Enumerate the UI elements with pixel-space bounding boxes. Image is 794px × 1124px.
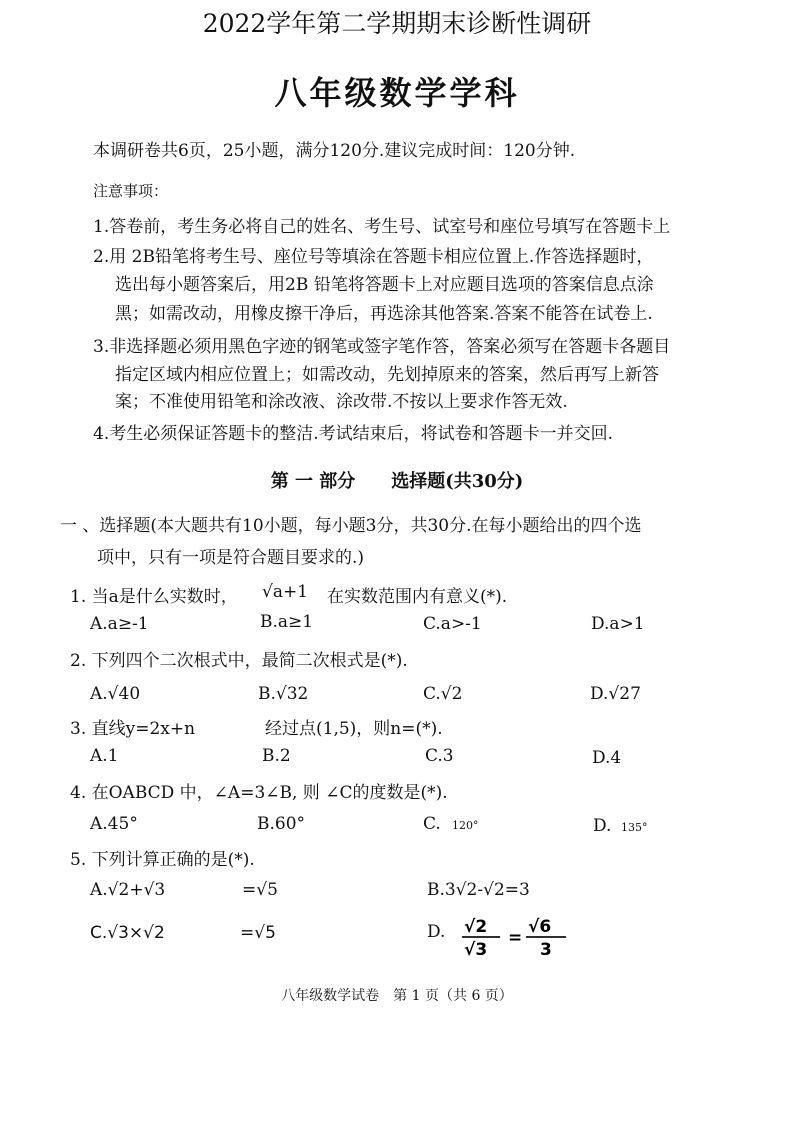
option-c: C.√2 (423, 684, 463, 704)
note-line: 4.考生必须保证答题卡的整洁.考试结束后，将试卷和答题卡一并交回. (93, 424, 614, 444)
option-a: A.45° (90, 814, 138, 834)
option-b: B.3√2-√2=3 (427, 880, 530, 900)
question-radical: √a+1 (262, 582, 309, 602)
question-stem: 经过点(1,5)，则n=(*). (265, 719, 443, 739)
fraction-denominator: √3 (464, 940, 488, 958)
option-d: D.√27 (590, 684, 641, 704)
option-c-value: 120° (452, 819, 479, 832)
option-c: C.√3×√2 (90, 923, 165, 943)
section-instruction: 一 、选择题(本大题共有10小题，每小题3分，共30分.在每小题给出的四个选 (60, 516, 642, 536)
page-footer: 八年级数学试卷 第 1 页（共 6 页） (281, 988, 513, 1004)
option-c-result: =√5 (240, 923, 276, 943)
subject-title: 八年级数学学科 (274, 74, 520, 112)
rhs-denominator: 3 (540, 940, 552, 958)
option-d-fraction (462, 914, 572, 958)
question-stem: 5. 下列计算正确的是(*). (70, 850, 255, 870)
question-stem: 4. 在OABCD 中，∠A=3∠B, 则 ∠C的度数是(*). (70, 783, 448, 803)
section-instruction: 项中，只有一项是符合题目要求的.) (97, 548, 365, 568)
fraction-numerator: √2 (464, 917, 488, 937)
note-line: 1.答卷前，考生务必将自己的姓名、考生号、试室号和座位号填写在答题卡上 (93, 217, 671, 237)
note-line: 3.非选择题必须用黑色字迹的钢笔或签字笔作答，答案必须写在答题卡各题目 (93, 337, 671, 357)
option-d: D.a>1 (591, 614, 645, 634)
option-a-result: =√5 (242, 880, 278, 900)
option-b: B.2 (262, 746, 291, 766)
note-line: 黑；如需改动，用橡皮擦干净后，再选涂其他答案.答案不能答在试卷上. (115, 304, 653, 324)
note-line: 指定区域内相应位置上；如需改动，先划掉原来的答案，然后再写上新答 (115, 365, 659, 385)
option-c: C.3 (425, 746, 454, 766)
notes-heading: 注意事项： (93, 182, 169, 200)
rhs-numerator: √6 (528, 917, 552, 937)
note-line: 案；不准使用铅笔和涂改液、涂改带.不按以上要求作答无效. (115, 392, 568, 412)
option-c: C. (423, 814, 441, 834)
option-b: B.a≥1 (260, 612, 314, 632)
option-d: D.4 (592, 748, 622, 768)
option-b: B.60° (257, 814, 306, 834)
question-stem: 3. 直线y=2x+n (70, 719, 196, 739)
note-line: 2.用 2B铅笔将考生号、座位号等填涂在答题卡相应位置上.作答选择题时， (93, 247, 654, 267)
option-a: A.√2+√3 (90, 880, 166, 900)
equals-sign: = (508, 928, 523, 948)
exam-title: 2022学年第二学期期末诊断性调研 (202, 9, 592, 38)
section-title: 第 一 部分 选择题(共30分) (270, 471, 524, 492)
exam-intro: 本调研卷共6页，25小题，满分120分.建议完成时间：120分钟. (93, 141, 576, 161)
question-stem: 2. 下列四个二次根式中，最简二次根式是(*). (70, 651, 408, 671)
option-a: A.1 (90, 746, 119, 766)
option-b: B.√32 (258, 684, 309, 704)
note-line: 选出每小题答案后，用2B 铅笔将答题卡上对应题目选项的答案信息点涂 (115, 275, 654, 295)
option-d-value: 135° (621, 821, 648, 834)
question-stem: 1. 当a是什么实数时， (70, 587, 238, 607)
question-stem: 在实数范围内有意义(*). (327, 587, 508, 607)
option-a: A.√40 (90, 684, 141, 704)
option-d: D. (427, 922, 446, 942)
option-c: C.a>-1 (423, 614, 482, 634)
option-d: D. (593, 816, 612, 836)
option-a: A.a≥-1 (90, 614, 149, 634)
